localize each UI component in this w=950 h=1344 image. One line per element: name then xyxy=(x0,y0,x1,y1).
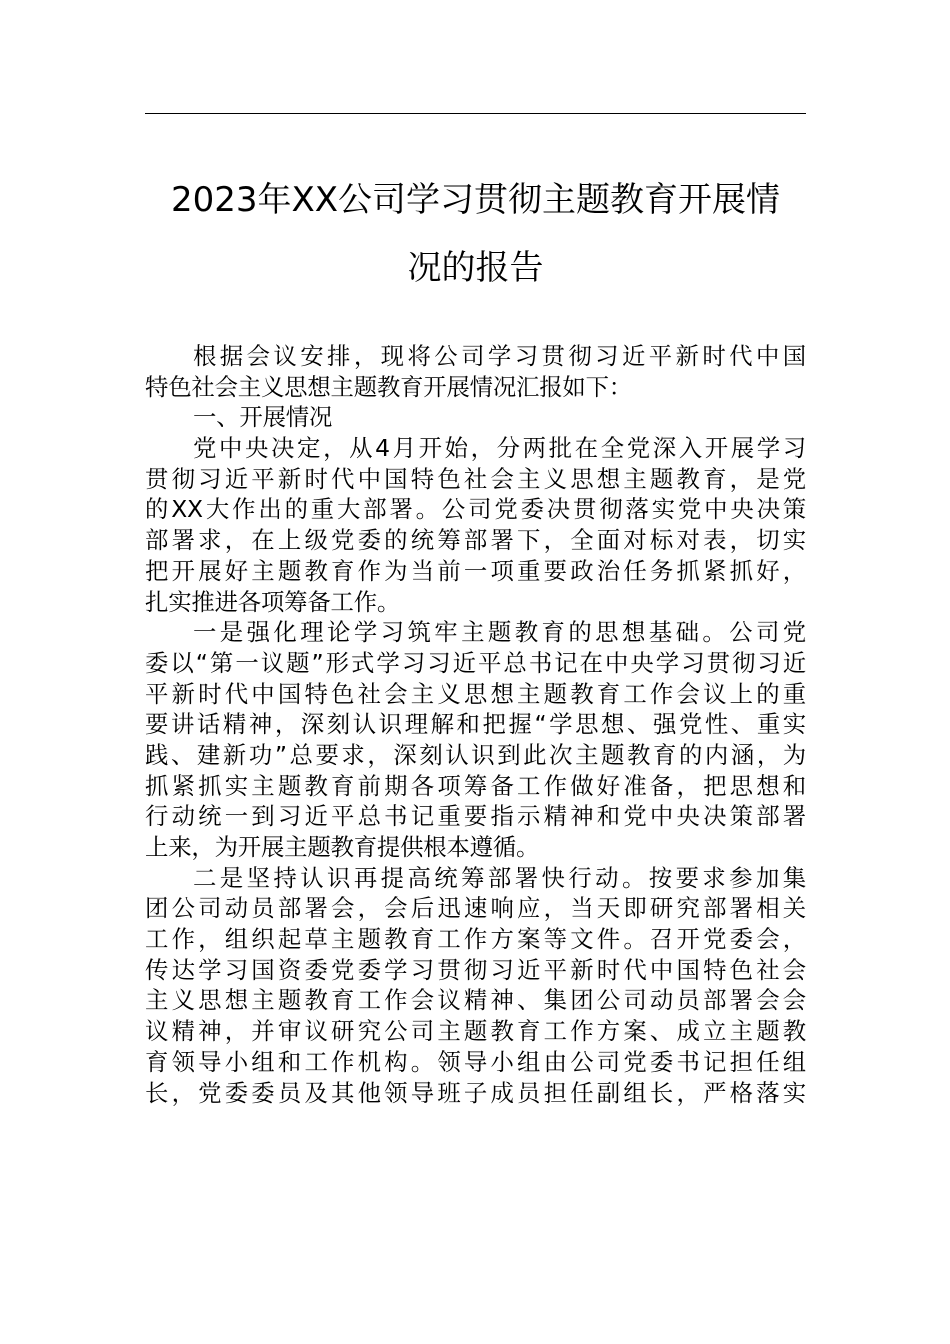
paragraph-line: 团公司动员部署会，会后迅速响应，当天即研究部署相关 xyxy=(145,894,806,923)
paragraph-line: 部署求，在上级党委的统筹部署下，全面对标对表，切实 xyxy=(145,526,806,555)
paragraph-line: 把开展好主题教育作为当前一项重要政治任务抓紧抓好， xyxy=(145,556,806,585)
paragraph-intro-line: 根据会议安排，现将公司学习贯彻习近平新时代中国 xyxy=(193,342,806,370)
paragraph-line: 党中央决定，从4月开始，分两批在全党深入开展学习 xyxy=(193,434,806,463)
document-title-line-2: 况的报告 xyxy=(407,248,544,288)
paragraph-line: 践、建新功”总要求，深刻认识到此次主题教育的内涵，为 xyxy=(145,740,806,769)
paragraph-intro-line: 特色社会主义思想主题教育开展情况汇报如下： xyxy=(145,372,633,401)
header-rule xyxy=(145,113,806,114)
paragraph-line: 委以“第一议题”形式学习习近平总书记在中央学习贯彻习近 xyxy=(145,648,806,677)
paragraph-line: 抓紧抓实主题教育前期各项筹备工作做好准备，把思想和 xyxy=(145,771,806,800)
paragraph-line: 传达学习国资委党委学习贯彻习近平新时代中国特色社会 xyxy=(145,955,806,984)
paragraph-line: 扎实推进各项筹备工作。 xyxy=(145,587,401,616)
document-body xyxy=(145,341,806,1108)
paragraph-line: 平新时代中国特色社会主义思想主题教育工作会议上的重 xyxy=(145,679,806,708)
paragraph-line: 育领导小组和工作机构。领导小组由公司党委书记担任组 xyxy=(145,1047,806,1076)
paragraph-line: 贯彻习近平新时代中国特色社会主义思想主题教育，是党 xyxy=(145,464,806,493)
document-title-line-1: 2023年XX公司学习贯彻主题教育开展情 xyxy=(170,180,781,220)
paragraph-line: 行动统一到习近平总书记重要指示精神和党中央决策部署 xyxy=(145,802,806,831)
paragraph-line: 的XX大作出的重大部署。公司党委决贯彻落实党中央决策 xyxy=(145,495,806,524)
paragraph-line: 长，党委委员及其他领导班子成员担任副组长，严格落实 xyxy=(145,1078,806,1107)
paragraph-line: 议精神，并审议研究公司主题教育工作方案、成立主题教 xyxy=(145,1017,806,1046)
paragraph-line: 上来，为开展主题教育提供根本遵循。 xyxy=(145,833,540,861)
paragraph-line: 工作，组织起草主题教育工作方案等文件。召开党委会， xyxy=(145,925,806,954)
section-heading: 一、开展情况 xyxy=(193,403,333,432)
paragraph-line: 要讲话精神，深刻认识理解和把握“学思想、强党性、重实 xyxy=(145,710,806,739)
paragraph-line: 主义思想主题教育工作会议精神、集团公司动员部署会会 xyxy=(145,986,806,1015)
paragraph-line: 一是强化理论学习筑牢主题教育的思想基础。公司党 xyxy=(193,618,806,647)
paragraph-line: 二是坚持认识再提高统筹部署快行动。按要求参加集 xyxy=(193,863,806,892)
